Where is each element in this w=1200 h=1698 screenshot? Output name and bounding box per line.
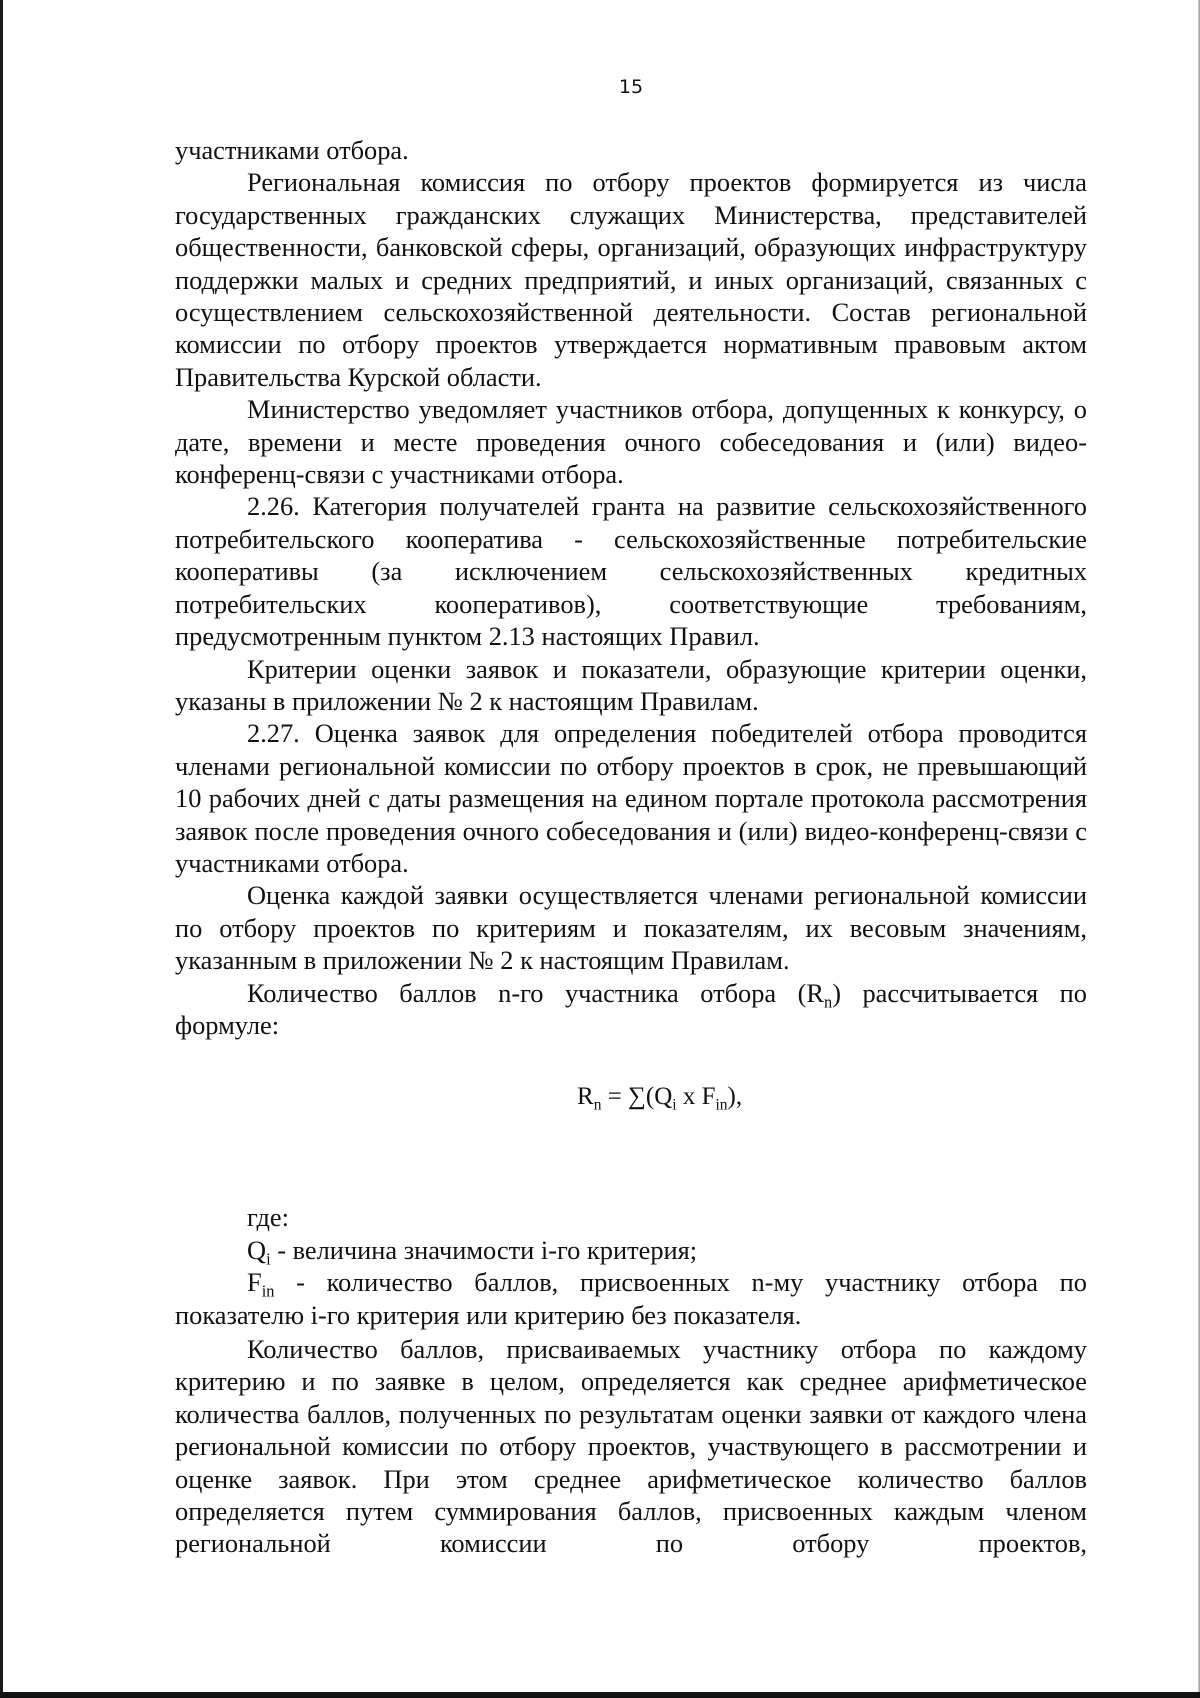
paragraph-2-27: 2.27. Оценка заявок для определения победителей отбора проводится членами региональной комиссии по отбору проектов в срок, не превышающий 10 рабочих дней с даты размещения на едином портале протокола рассмотрения заявок после проведения очного собеседования и (или) видео-конференц-связи с участниками отбора. [175, 718, 1087, 878]
scan-left-edge [0, 0, 3, 1698]
paragraph-commission: Региональная комиссия по отбору проектов формируется из числа государственных гражданских служащих Министерства, представителей общественности, банковской сферы, организаций, образующих инфраструктуру поддержки малых и средних предприятий, и иных организаций, связанных с осуществлением сельскохозяйственной деятельности. Состав региональной комиссии по отбору проектов утверждается нормативным правовым актом Правительства Курской области. [175, 167, 1087, 392]
formula-r: R [577, 1083, 594, 1111]
f-subscript: in [261, 1281, 275, 1301]
definitions-where: где: [247, 1202, 289, 1233]
q-subscript: i [266, 1249, 271, 1269]
page-number: 15 [618, 76, 644, 98]
intro-text-b: ) рассчитывается по формуле: [175, 977, 1087, 1040]
f-symbol: F [247, 1267, 262, 1298]
formula-q-sub: i [672, 1096, 677, 1114]
paragraph-evaluation: Оценка каждой заявки осуществляется членами региональной комиссии по отбору проектов по критериям и показателям, их весовым значениям, указанным в приложении № 2 к настоящим Правилам. [175, 880, 1087, 976]
paragraph-ministry-notice: Министерство уведомляет участников отбора, допущенных к конкурсу, о дате, времени и месте проведения очного собеседования и (или) видео-конференц-связи с участниками отбора. [175, 394, 1087, 490]
definition-q [175, 1234, 1087, 1269]
intro-subscript-n: n [824, 992, 833, 1012]
paragraph-2-26: 2.26. Категория получателей гранта на развитие сельскохозяйственного потребительского кооператива - сельскохозяйственные потребительские кооперативы (за исключением сельскохозяйственных кредитных потребительских кооперативов), соответствующие требованиям, предусмотренным пунктом 2.13 настоящих Правил. [175, 491, 1087, 652]
formula-sum: ∑(Q [628, 1083, 673, 1111]
q-definition-text: - величина значимости i-го критерия; [270, 1234, 698, 1265]
f-definition-text: - количество баллов, присвоенных n-му участнику отбора по показателю i-го критерия или критерию без показателя. [175, 1267, 1087, 1330]
formula-block [175, 1041, 1087, 1201]
formula-times: x F [676, 1083, 716, 1111]
body-text [175, 134, 1087, 1560]
formula-end: ), [727, 1083, 743, 1111]
formula-equals: = [601, 1083, 629, 1111]
definition-f [175, 1266, 1087, 1331]
q-symbol: Q [247, 1234, 267, 1265]
intro-text-a: Количество баллов n-го участника отбора (R [247, 977, 825, 1008]
score-formula [577, 1081, 742, 1113]
formula-r-sub: n [593, 1096, 602, 1114]
paragraph-score-formula-intro [175, 977, 1087, 1042]
paragraph-continuation: участниками отбора. [175, 135, 409, 165]
paragraph-average-scores: Количество баллов, присваиваемых участнику отбора по каждому критерию и по заявке в целом, определяется как среднее арифметическое количества баллов, полученных по результатам оценки заявки от каждого члена региональной комиссии по отбору проектов, участвующего в рассмотрении и оценке заявок. При этом среднее арифметическое количество баллов определяется путем суммирования баллов, присвоенных каждым членом региональной комиссии по отбору проектов, [175, 1334, 1087, 1559]
scan-bottom-edge [0, 1692, 1200, 1698]
paragraph-criteria: Критерии оценки заявок и показатели, образующие критерии оценки, указаны в приложении № 2 к настоящим Правилам. [175, 653, 1087, 716]
formula-f-sub: in [715, 1096, 728, 1114]
